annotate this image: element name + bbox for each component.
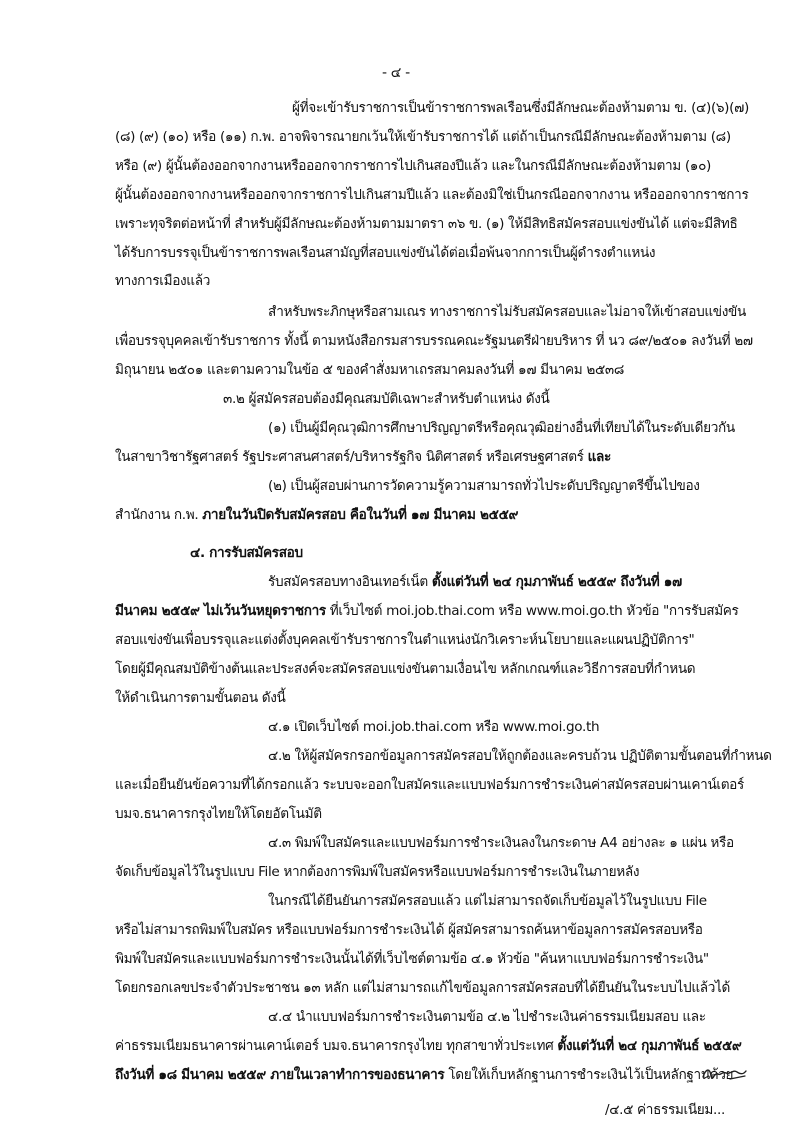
paragraph-line xyxy=(268,476,700,496)
paragraph-line xyxy=(115,630,694,650)
text-run: (๑) เป็นผู้มีคุณวุฒิการศึกษาปริญญาตรีหรือคุณวุฒิอย่างอื่นที่เทียบได้ในระดับเดียวกัน xyxy=(268,420,735,436)
text-run: พิมพ์ใบสมัครและแบบฟอร์มการชำระเงินนั้นได้ที่เว็บไซต์ตามข้อ ๔.๑ หัวข้อ "ค้นหาแบบฟอร์มการชำระเงิน" xyxy=(115,951,709,967)
text-run: เพราะทุจริตต่อหน้าที่ สำหรับผู้มีลักษณะต้องห้ามตามมาตรา ๓๖ ข. (๑) ให้มีสิทธิสมัครสอบแข่งขันได้ แต่จะมีสิทธิ xyxy=(115,216,738,232)
section-heading xyxy=(223,389,549,409)
paragraph-line xyxy=(115,920,703,940)
paragraph-line xyxy=(115,243,655,263)
paragraph-line xyxy=(115,127,731,147)
section-heading xyxy=(190,543,303,563)
text-run: ๔.๑ เปิดเว็บไซต์ moi.job.thai.com หรือ www.moi.go.th xyxy=(268,719,600,735)
paragraph-line xyxy=(268,1007,706,1027)
handwritten-initials xyxy=(700,1062,748,1084)
text-run: ในกรณีได้ยืนยันการสมัครสอบแล้ว แต่ไม่สามารถจัดเก็บข้อมูลไว้ในรูปแบบ File xyxy=(268,893,707,909)
text-run: ผู้นั้นต้องออกจากงานหรือออกจากราชการไปเกินสามปีแล้ว และต้องมิใช่เป็นกรณีออกจากงาน หรือออกจากราชการ xyxy=(115,187,749,203)
paragraph-line xyxy=(115,775,744,795)
paragraph-line xyxy=(115,360,624,380)
text-run: ค่าธรรมเนียมธนาคารผ่านเคาน์เตอร์ บมจ.ธนาคารกรุงไทย ทุกสาขาทั่วประเทศ xyxy=(115,1038,558,1054)
text-run: โดยให้เก็บหลักฐานการชำระเงินไว้เป็นหลักฐานด้วย xyxy=(444,1067,734,1083)
text-run: ผู้ที่จะเข้ารับราชการเป็นข้าราชการพลเรือนซึ่งมีลักษณะต้องห้ามตาม ข. (๔)(๖)(๗) xyxy=(292,100,749,116)
paragraph-line xyxy=(268,717,599,737)
text-run: สำนักงาน ก.พ. xyxy=(115,507,203,523)
text-run: ๔.๔ นำแบบฟอร์มการชำระเงินตามข้อ ๔.๒ ไปชำระเงินค่าธรรมเนียมสอบ และ xyxy=(268,1009,706,1025)
bold-text-run: ภายในวันปิดรับสมัครสอบ คือในวันที่ ๑๗ มีนาคม ๒๕๕๙ xyxy=(202,507,519,523)
paragraph-line xyxy=(268,746,772,766)
text-run: ได้รับการบรรจุเป็นข้าราชการพลเรือนสามัญที่สอบแข่งขันได้ต่อเมื่อพ้นจากการเป็นผู้ดำรงตำแหน่ง xyxy=(115,245,656,261)
text-run: ให้ดำเนินการตามขั้นตอน ดังนี้ xyxy=(115,690,286,706)
paragraph-line xyxy=(115,271,210,291)
paragraph-line xyxy=(115,156,711,176)
bold-text-run: มีนาคม ๒๕๕๙ ไม่เว้นวันหยุดราชการ xyxy=(115,603,326,619)
paragraph-line xyxy=(115,601,739,621)
text-run: หรือไม่สามารถพิมพ์ใบสมัคร หรือแบบฟอร์มการชำระเงินได้ ผู้สมัครสามารถค้นหาข้อมูลการสมัครสอบหรือ xyxy=(115,922,703,938)
text-run: มิถุนายน ๒๕๐๑ และตามความในข้อ ๕ ของคำสั่งมหาเถรสมาคมลงวันที่ ๑๗ มีนาคม ๒๕๓๘ xyxy=(115,362,624,378)
text-run: และเมื่อยืนยันข้อความที่ได้กรอกแล้ว ระบบจะออกใบสมัครและแบบฟอร์มการชำระเงินค่าสมัครสอบผ่านเคาน์เตอร์ xyxy=(115,777,744,793)
paragraph-line xyxy=(115,214,737,234)
paragraph-line xyxy=(115,804,322,824)
bold-text-run: ๔. การรับสมัครสอบ xyxy=(190,545,303,561)
text-run: บมจ.ธนาคารกรุงไทยให้โดยอัตโนมัติ xyxy=(115,806,322,822)
paragraph-line xyxy=(115,1036,742,1056)
text-run: (๘) (๙) (๑๐) หรือ (๑๑) ก.พ. อาจพิจารณายกเว้นให้เข้ารับราชการได้ แต่ถ้าเป็นกรณีมีลักษณะต้องห้ามตาม (๘) xyxy=(115,129,731,145)
text-run: สำหรับพระภิกษุหรือสามเณร ทางราชการไม่รับสมัครสอบและไม่อาจให้เข้าสอบแข่งขัน xyxy=(268,304,746,320)
paragraph-line xyxy=(115,688,285,708)
paragraph-line xyxy=(115,447,611,467)
paragraph-line xyxy=(115,331,753,351)
paragraph-line xyxy=(115,978,730,998)
paragraph-line xyxy=(268,302,746,322)
text-run: จัดเก็บข้อมูลไว้ในรูปแบบ File หากต้องการพิมพ์ใบสมัครหรือแบบฟอร์มการชำระเงินในภายหลัง xyxy=(115,864,640,880)
bold-text-run: ตั้งแต่วันที่ ๒๔ กุมภาพันธ์ ๒๕๕๙ xyxy=(557,1038,742,1054)
text-run: ทางการเมืองแล้ว xyxy=(115,273,210,289)
text-run: ในสาขาวิชารัฐศาสตร์ รัฐประศาสนศาสตร์/บริหารรัฐกิจ นิติศาสตร์ หรือเศรษฐศาสตร์ xyxy=(115,449,588,465)
text-run: โดยผู้มีคุณสมบัติข้างต้นและประสงค์จะสมัครสอบแข่งขันตามเงื่อนไข หลักเกณฑ์และวิธีการสอบที่กำหนด xyxy=(115,661,696,677)
bold-text-run: ถึงวันที่ ๑๘ มีนาคม ๒๕๕๙ ภายในเวลาทำการของธนาคาร xyxy=(115,1067,445,1083)
bold-text-run: ตั้งแต่วันที่ ๒๔ กุมภาพันธ์ ๒๕๕๙ ถึงวันที่ ๑๗ xyxy=(431,574,682,590)
paragraph-line xyxy=(115,505,518,525)
paragraph-line xyxy=(115,949,709,969)
page-number: - ๔ - xyxy=(382,65,410,81)
text-run: สอบแข่งขันเพื่อบรรจุและแต่งตั้งบุคคลเข้ารับราชการในตำแหน่งนักวิเคราะห์นโยบายและแผนปฏิบัติการ" xyxy=(115,632,695,648)
paragraph-line xyxy=(115,185,748,205)
paragraph-line xyxy=(115,659,695,679)
paragraph-line xyxy=(268,833,734,853)
text-run: (๒) เป็นผู้สอบผ่านการวัดความรู้ความสามารถทั่วไประดับปริญญาตรีขึ้นไปของ xyxy=(268,478,700,494)
paragraph-line xyxy=(292,98,749,118)
text-run: ๔.๒ ให้ผู้สมัครกรอกข้อมูลการสมัครสอบให้ถูกต้องและครบถ้วน ปฏิบัติตามขั้นตอนที่กำหนด xyxy=(268,748,772,764)
text-run: ที่เว็บไซต์ moi.job.thai.com หรือ www.moi.go.th หัวข้อ "การรับสมัคร xyxy=(325,603,739,619)
paragraph-line xyxy=(115,862,639,882)
text-run: รับสมัครสอบทางอินเทอร์เน็ต xyxy=(268,574,432,590)
text-run: หรือ (๙) ผู้นั้นต้องออกจากงานหรือออกจากราชการไปเกินสองปีแล้ว และในกรณีมีลักษณะต้องห้ามตาม (๑๐) xyxy=(115,158,711,174)
bold-text-run: และ xyxy=(587,449,611,465)
paragraph-line xyxy=(268,572,682,592)
text-run: /๔.๕ ค่าธรรมเนียม... xyxy=(605,1102,725,1118)
paragraph-line xyxy=(268,891,707,911)
paragraph-line xyxy=(268,418,735,438)
paragraph-line xyxy=(115,1065,733,1085)
text-run: เพื่อบรรจุบุคคลเข้ารับราชการ ทั้งนี้ ตามหนังสือกรมสารบรรณคณะรัฐมนตรีฝ่ายบริหาร ที่ นว ๘๙/๒๕๐๑ ลงวันที่ ๒๗ xyxy=(115,333,753,349)
text-run: ๔.๓ พิมพ์ใบสมัครและแบบฟอร์มการชำระเงินลงในกระดาษ A4 อย่างละ ๑ แผ่น หรือ xyxy=(268,835,734,851)
continuation-note xyxy=(605,1100,725,1120)
text-run: โดยกรอกเลขประจำตัวประชาชน ๑๓ หลัก แต่ไม่สามารถแก้ไขข้อมูลการสมัครสอบที่ได้ยืนยันในระบบไปแล้วได้ xyxy=(115,980,730,996)
text-run: ๓.๒ ผู้สมัครสอบต้องมีคุณสมบัติเฉพาะสำหรับตำแหน่ง ดังนี้ xyxy=(223,391,550,407)
